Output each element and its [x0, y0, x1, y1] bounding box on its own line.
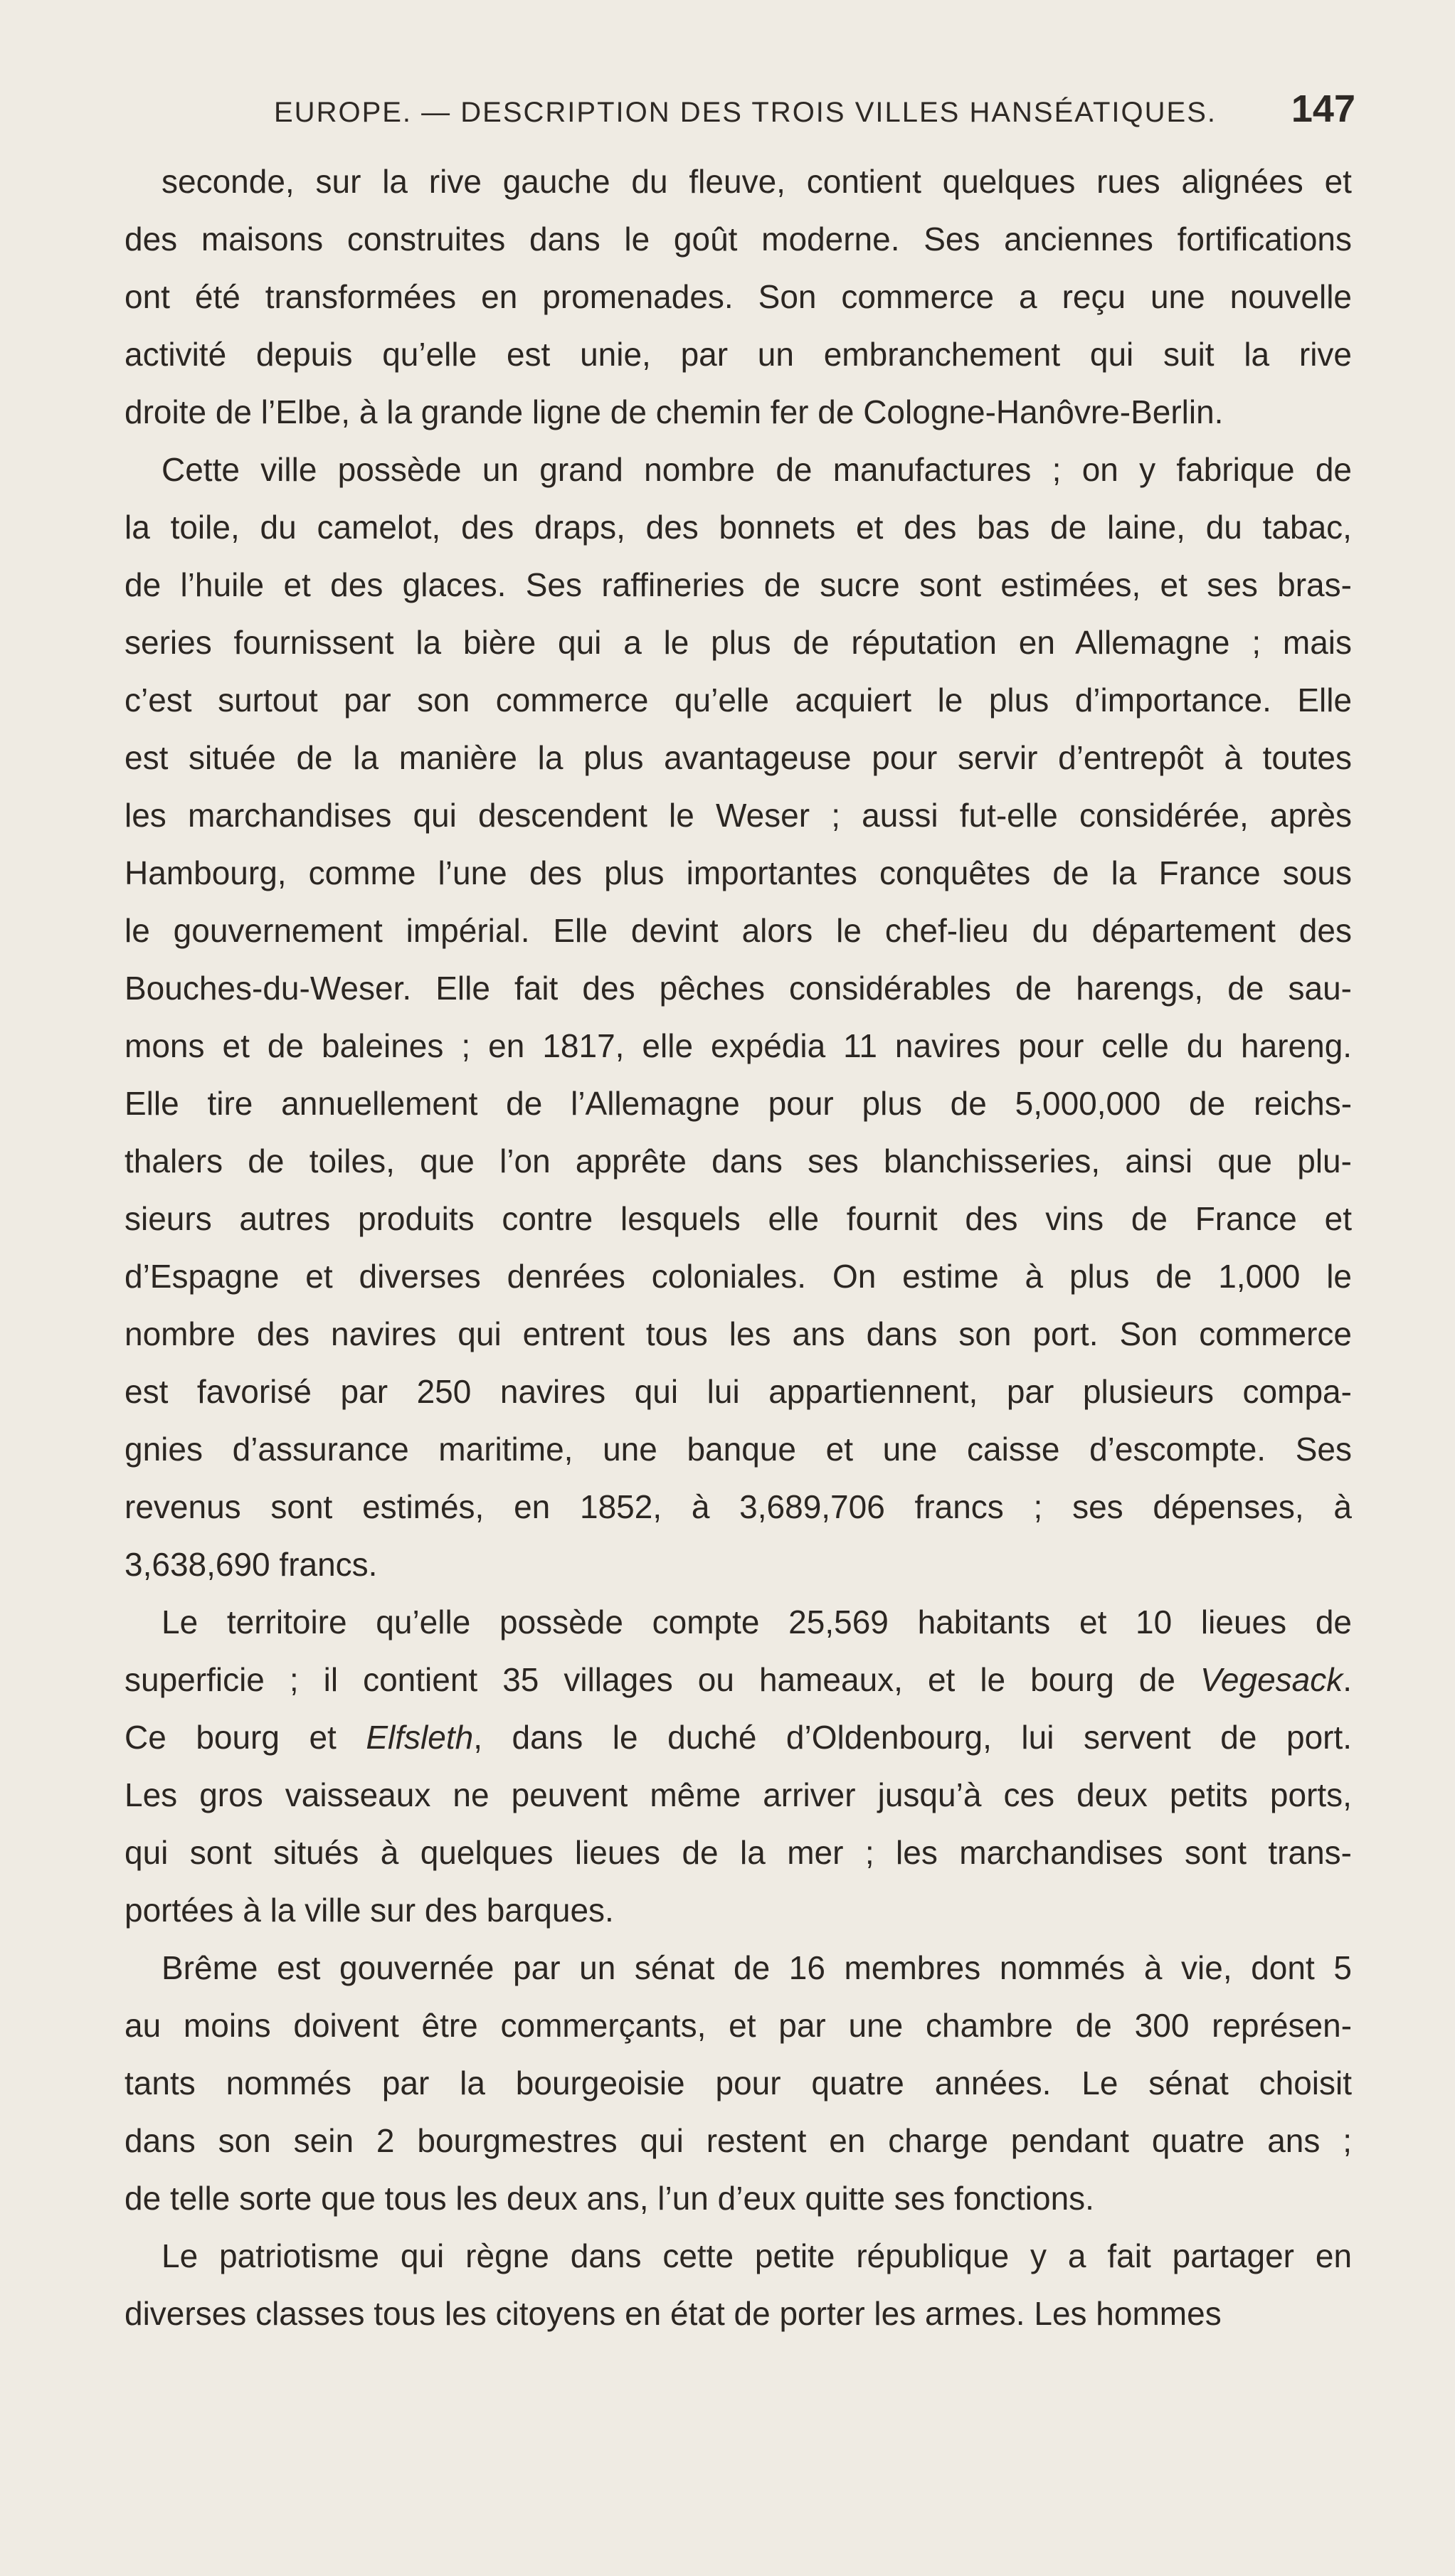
line-text: Le territoire qu’elle possède compte 25,569 habitants et 10 lieues de [162, 1604, 1352, 1641]
text-line [125, 1421, 1352, 1478]
text-line [125, 1363, 1352, 1421]
line-text: Le patriotisme qui règne dans cette petite république y a fait partager en [162, 2237, 1352, 2274]
line-text: dans son sein 2 bourgmestres qui restent en charge pendant quatre ans ; [125, 2122, 1352, 2159]
text-line [125, 2285, 1352, 2343]
text-line [125, 441, 1352, 499]
text-line [125, 844, 1352, 902]
text-line [125, 1939, 1352, 1997]
text-line [125, 787, 1352, 844]
line-text: le gouvernement impérial. Elle devint alors le chef-lieu du département des [125, 912, 1352, 949]
text-line [125, 1478, 1352, 1536]
text-line [125, 1536, 1352, 1594]
line-text: Brême est gouvernée par un sénat de 16 membres nommés à vie, dont 5 [162, 1949, 1352, 1986]
line-text: 3,638,690 francs. [125, 1546, 378, 1583]
line-text: d’Espagne et diverses denrées coloniales. On estime à plus de 1,000 le [125, 1258, 1352, 1295]
text-line [125, 729, 1352, 787]
line-text: au moins doivent être commerçants, et par une chambre de 300 représen- [125, 2007, 1352, 2044]
line-text: est située de la manière la plus avantageuse pour servir d’entrepôt à toutes [125, 739, 1352, 776]
text-line [125, 1190, 1352, 1248]
body-text [125, 153, 1352, 2343]
text-line [125, 1017, 1352, 1075]
italic-place-name: Elfsleth [366, 1719, 474, 1756]
text-line [125, 1824, 1352, 1882]
line-text: gnies d’assurance maritime, une banque et une caisse d’escompte. Ses [125, 1431, 1352, 1468]
line-text: Elle tire annuellement de l’Allemagne pour plus de 5,000,000 de reichs- [125, 1085, 1352, 1122]
line-text: diverses classes tous les citoyens en état de porter les armes. Les hommes [125, 2295, 1222, 2332]
text-line [125, 2112, 1352, 2170]
line-text: est favorisé par 250 navires qui lui appartiennent, par plusieurs compa- [125, 1373, 1352, 1410]
line-text: . [1343, 1661, 1352, 1698]
text-line [125, 1651, 1352, 1709]
page-number: 147 [1291, 88, 1355, 130]
paragraph [125, 1939, 1352, 2227]
italic-place-name: Vegesack [1200, 1661, 1343, 1698]
line-text: des maisons construites dans le goût moderne. Ses anciennes fortifications [125, 221, 1352, 258]
text-line [125, 614, 1352, 672]
header-title: EUROPE. — DESCRIPTION DES TROIS VILLES HANSÉATIQUES. [274, 97, 1217, 128]
line-text: activité depuis qu’elle est unie, par un embranchement qui suit la rive [125, 336, 1352, 373]
line-text: c’est surtout par son commerce qu’elle acquiert le plus d’importance. Elle [125, 682, 1352, 719]
text-line [125, 902, 1352, 960]
text-line [125, 268, 1352, 326]
line-text: qui sont situés à quelques lieues de la mer ; les marchandises sont trans- [125, 1834, 1352, 1871]
text-line [125, 1594, 1352, 1651]
text-line [125, 1882, 1352, 1939]
text-line [125, 1709, 1352, 1766]
text-line [125, 1248, 1352, 1305]
text-line [125, 960, 1352, 1017]
paragraph [125, 2227, 1352, 2343]
line-text: Les gros vaisseaux ne peuvent même arriver jusqu’à ces deux petits ports, [125, 1776, 1352, 1813]
text-line [125, 2227, 1352, 2285]
line-text: nombre des navires qui entrent tous les ans dans son port. Son commerce [125, 1315, 1352, 1352]
text-line [125, 211, 1352, 268]
line-text: de telle sorte que tous les deux ans, l’un d’eux quitte ses fonctions. [125, 2180, 1094, 2217]
paragraph [125, 1594, 1352, 1939]
text-line [125, 1997, 1352, 2055]
text-line [125, 1075, 1352, 1133]
paragraph [125, 153, 1352, 441]
line-text: superficie ; il contient 35 villages ou hameaux, et le bourg de [125, 1661, 1200, 1698]
line-text: droite de l’Elbe, à la grande ligne de chemin fer de Cologne-Hanôvre-Berlin. [125, 393, 1224, 430]
line-text: la toile, du camelot, des draps, des bonnets et des bas de laine, du tabac, [125, 509, 1352, 546]
text-line [125, 1305, 1352, 1363]
line-text: ont été transformées en promenades. Son commerce a reçu une nouvelle [125, 278, 1352, 315]
text-line [125, 556, 1352, 614]
line-text: series fournissent la bière qui a le plus de réputation en Allemagne ; mais [125, 624, 1352, 661]
line-text: thalers de toiles, que l’on apprête dans ses blanchisseries, ainsi que plu- [125, 1143, 1352, 1180]
text-line [125, 499, 1352, 556]
text-line [125, 1133, 1352, 1190]
text-line [125, 2055, 1352, 2112]
line-text: Cette ville possède un grand nombre de manufactures ; on y fabrique de [162, 451, 1352, 488]
line-text: portées à la ville sur des barques. [125, 1892, 614, 1929]
running-header [0, 84, 1455, 148]
line-text: Hambourg, comme l’une des plus importantes conquêtes de la France sous [125, 854, 1352, 891]
text-line [125, 383, 1352, 441]
text-line [125, 153, 1352, 211]
line-text: les marchandises qui descendent le Weser ; aussi fut-elle considérée, après [125, 797, 1352, 834]
text-line [125, 2170, 1352, 2227]
paragraph [125, 441, 1352, 1594]
line-text: tants nommés par la bourgeoisie pour quatre années. Le sénat choisit [125, 2064, 1352, 2101]
text-line [125, 326, 1352, 383]
line-text: , dans le duché d’Oldenbourg, lui servent de port. [473, 1719, 1352, 1756]
line-text: Ce bourg et [125, 1719, 366, 1756]
line-text: sieurs autres produits contre lesquels elle fournit des vins de France et [125, 1200, 1352, 1237]
line-text: de l’huile et des glaces. Ses raffineries de sucre sont estimées, et ses bras- [125, 566, 1352, 603]
line-text: seconde, sur la rive gauche du fleuve, contient quelques rues alignées et [162, 163, 1352, 200]
line-text: Bouches-du-Weser. Elle fait des pêches considérables de harengs, de sau- [125, 970, 1352, 1007]
line-text: revenus sont estimés, en 1852, à 3,689,706 francs ; ses dépenses, à [125, 1488, 1352, 1525]
line-text: mons et de baleines ; en 1817, elle expédia 11 navires pour celle du hareng. [125, 1027, 1352, 1064]
text-line [125, 672, 1352, 729]
text-line [125, 1766, 1352, 1824]
